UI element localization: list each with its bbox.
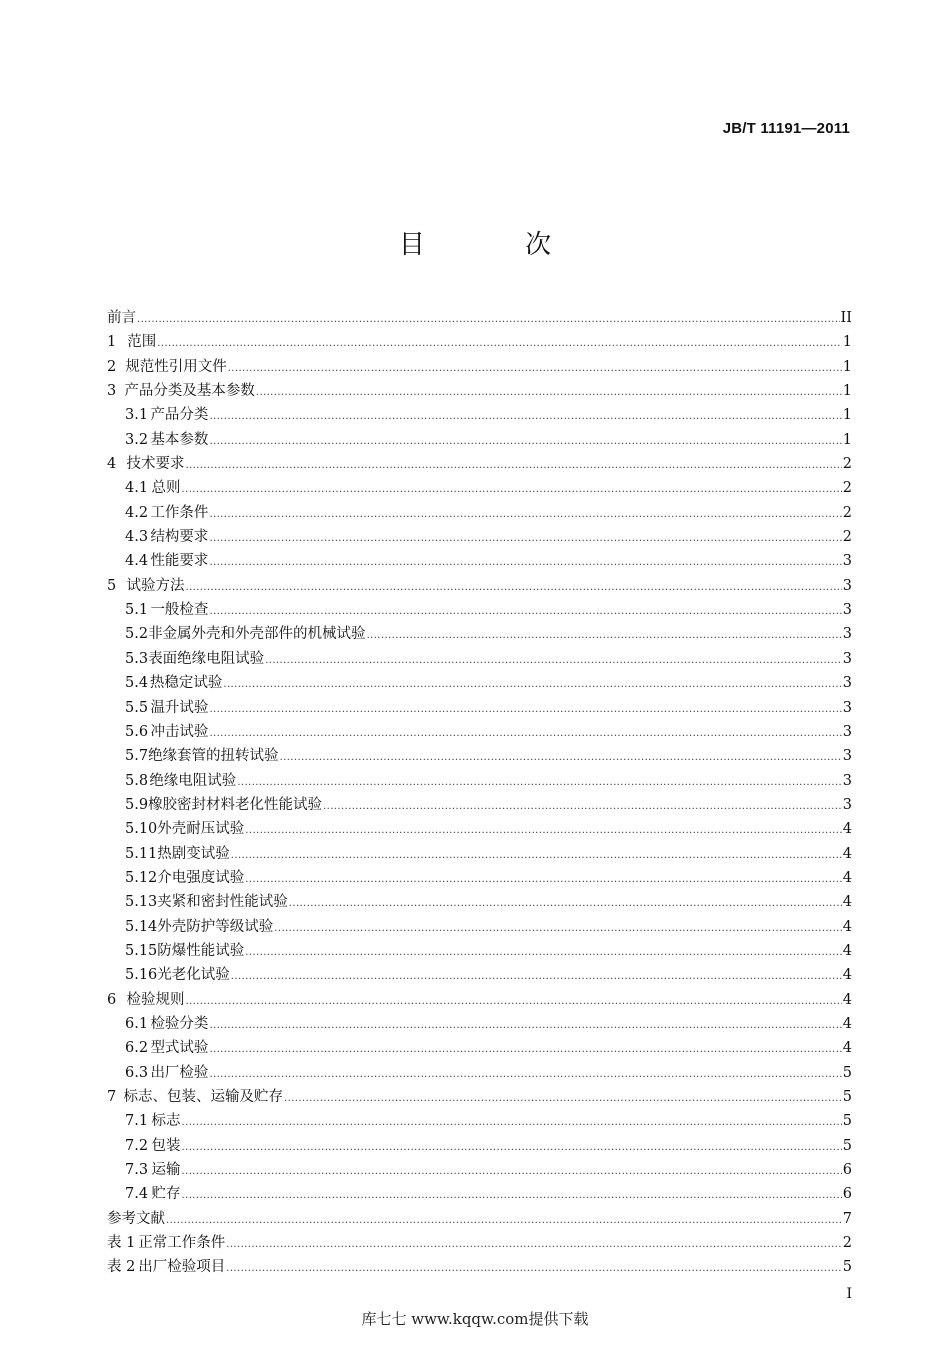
toc-entry[interactable] (107, 744, 852, 768)
toc-entry[interactable] (107, 915, 852, 939)
toc-entry-label: 基本参数 (150, 431, 209, 448)
toc-entry-page: 5 (842, 1137, 852, 1154)
toc-entry-number: 6.2 (125, 1040, 149, 1057)
toc-entry-number: 5.1 (125, 602, 149, 619)
toc-leader-dots (265, 649, 842, 673)
toc-entry-page: 2 (842, 529, 852, 546)
toc-leader-dots (223, 673, 841, 697)
toc-entry-page: 1 (842, 334, 852, 351)
toc-leader-dots (284, 1087, 842, 1111)
toc-entry[interactable] (107, 403, 852, 427)
toc-entry-label: 规范性引用文件 (125, 358, 227, 375)
toc-entry-number: 3 (107, 383, 117, 400)
toc-leader-dots (209, 600, 841, 624)
toc-entry-page: 1 (842, 383, 852, 400)
toc-entry-page: 4 (842, 894, 852, 911)
toc-entry-number: 5.3 (125, 650, 149, 667)
toc-entry-page: 5 (842, 1259, 852, 1276)
toc-entry-label: 工作条件 (150, 504, 209, 521)
toc-entry[interactable] (107, 1255, 852, 1279)
toc-entry[interactable] (107, 671, 852, 695)
toc-entry[interactable] (107, 1109, 852, 1133)
page-number: I (846, 1286, 852, 1302)
toc-entry-label: 前言 (107, 310, 136, 326)
toc-leader-dots (280, 746, 842, 770)
toc-leader-dots (166, 1209, 842, 1233)
toc-entry[interactable] (107, 1207, 852, 1231)
toc-entry-label: 防爆性能试验 (157, 942, 245, 959)
toc-entry[interactable] (107, 890, 852, 914)
toc-entry[interactable] (107, 720, 852, 744)
toc-entry[interactable] (107, 355, 852, 379)
toc-entry-page: 5 (842, 1089, 852, 1105)
toc-entry-label: 产品分类 (150, 407, 209, 424)
toc-entry-label: 试验方法 (126, 577, 185, 594)
toc-entry-label: 贮存 (151, 1186, 181, 1203)
table-of-contents (107, 306, 852, 1280)
toc-entry-page: 3 (842, 626, 852, 643)
toc-entry-label: 标志 (151, 1113, 181, 1130)
toc-entry-page: 3 (842, 796, 852, 813)
toc-leader-dots (185, 454, 841, 478)
toc-leader-dots (367, 624, 842, 648)
toc-entry[interactable] (107, 963, 852, 987)
toc-entry-number: 5.12 (125, 869, 158, 886)
toc-entry[interactable] (107, 622, 852, 646)
toc-leader-dots (182, 1184, 842, 1208)
toc-entry-number: 5.9 (125, 796, 149, 813)
toc-entry-label: 性能要求 (150, 553, 209, 570)
toc-entry-label: 冲击试验 (150, 723, 209, 740)
toc-entry-number: 7.1 (125, 1113, 149, 1130)
toc-entry[interactable] (107, 306, 852, 330)
toc-entry[interactable] (107, 769, 852, 793)
toc-entry[interactable] (107, 1012, 852, 1036)
toc-entry-number: 5.8 (125, 772, 149, 789)
toc-leader-dots (209, 1063, 841, 1087)
toc-entry[interactable] (107, 428, 852, 452)
toc-entry-page: 2 (842, 480, 852, 497)
toc-entry-label: 表面绝缘电阻试验 (148, 650, 265, 667)
toc-entry-number: 7.2 (125, 1137, 149, 1154)
toc-leader-dots (209, 722, 841, 746)
toc-leader-dots (182, 1160, 842, 1184)
toc-entry[interactable] (107, 866, 852, 890)
toc-entry[interactable] (107, 452, 852, 476)
toc-entry-label: 运输 (151, 1162, 181, 1179)
toc-leader-dots (256, 381, 842, 405)
toc-entry-number: 6.1 (125, 1015, 149, 1032)
toc-entry-number: 5.14 (125, 918, 158, 935)
toc-entry-page: 3 (842, 577, 852, 594)
toc-entry[interactable] (107, 793, 852, 817)
toc-entry-page: 6 (842, 1186, 852, 1203)
toc-entry-page: 3 (842, 772, 852, 789)
toc-entry-label: 外壳防护等级试验 (157, 918, 274, 935)
toc-entry[interactable] (107, 549, 852, 573)
toc-leader-dots (209, 405, 841, 429)
toc-entry-label: 绝缘电阻试验 (149, 772, 237, 789)
toc-entry-page: 3 (842, 699, 852, 716)
toc-leader-dots (209, 551, 841, 575)
toc-entry[interactable] (107, 1085, 852, 1109)
toc-entry-page: 4 (842, 869, 852, 886)
toc-entry-label: 正常工作条件 (138, 1235, 226, 1252)
toc-leader-dots (209, 527, 841, 551)
toc-leader-dots (182, 478, 842, 502)
toc-entry-label: 夹紧和密封性能试验 (157, 894, 288, 911)
toc-entry-number: 4.4 (125, 553, 149, 570)
toc-entry-page: 1 (842, 431, 852, 448)
toc-entry-label: 温升试验 (150, 699, 209, 716)
toc-entry-page: 3 (842, 675, 852, 692)
toc-leader-dots (231, 965, 842, 989)
toc-entry-label: 热稳定试验 (149, 675, 223, 692)
toc-entry[interactable] (107, 525, 852, 549)
toc-entry[interactable] (107, 1182, 852, 1206)
toc-entry-label: 检验规则 (126, 991, 185, 1008)
toc-entry[interactable] (107, 842, 852, 866)
toc-entry[interactable] (107, 574, 852, 598)
toc-entry-page: 3 (842, 650, 852, 667)
toc-entry-page: 3 (842, 723, 852, 740)
toc-entry-label: 出厂检验 (150, 1064, 209, 1081)
toc-leader-dots (209, 698, 841, 722)
toc-entry-number: 5.5 (125, 699, 149, 716)
toc-entry-label: 结构要求 (150, 529, 209, 546)
toc-entry-number: 6 (107, 991, 117, 1008)
toc-entry-number: 5.10 (125, 821, 158, 838)
toc-entry-number: 3.2 (125, 431, 149, 448)
toc-entry-label: 总则 (151, 480, 181, 497)
toc-entry-number: 7.3 (125, 1162, 149, 1179)
toc-entry-label: 产品分类及基本参数 (124, 383, 255, 400)
toc-leader-dots (274, 917, 841, 941)
toc-entry-number: 5.4 (125, 675, 149, 692)
toc-entry-page: 4 (842, 942, 852, 959)
toc-leader-dots (237, 771, 841, 795)
toc-entry-page: 4 (842, 1040, 852, 1057)
toc-entry-label: 介电强度试验 (157, 869, 245, 886)
toc-entry-number: 表 1 (107, 1235, 136, 1252)
toc-entry[interactable] (107, 330, 852, 354)
toc-entry[interactable] (107, 1158, 852, 1182)
toc-entry[interactable] (107, 1061, 852, 1085)
toc-entry-label: 标志、包装、运输及贮存 (123, 1089, 284, 1105)
toc-entry-number: 5.16 (125, 967, 158, 984)
toc-entry[interactable] (107, 696, 852, 720)
toc-entry[interactable] (107, 501, 852, 525)
toc-entry-label: 光老化试验 (157, 967, 230, 984)
toc-entry-label: 外壳耐压试验 (157, 821, 245, 838)
toc-entry-number: 5.6 (125, 723, 149, 740)
toc-entry-number: 6.3 (125, 1064, 149, 1081)
toc-entry-page: 4 (842, 918, 852, 935)
toc-entry-label: 非金属外壳和外壳部件的机械试验 (148, 626, 366, 643)
toc-entry-number: 4.2 (125, 504, 149, 521)
toc-entry-page: 2 (842, 1235, 852, 1252)
toc-leader-dots (226, 1233, 842, 1257)
toc-leader-dots (209, 503, 841, 527)
toc-entry-page: 3 (842, 553, 852, 570)
toc-leader-dots (228, 357, 842, 381)
toc-entry-page: 1 (842, 407, 852, 424)
toc-leader-dots (245, 868, 841, 892)
toc-entry[interactable] (107, 379, 852, 403)
toc-entry-page: 2 (842, 504, 852, 521)
toc-leader-dots (226, 1257, 842, 1281)
toc-entry[interactable] (107, 1231, 852, 1255)
toc-entry[interactable] (107, 476, 852, 500)
toc-entry-label: 技术要求 (126, 456, 185, 473)
page-title: 目 次 (398, 230, 598, 260)
toc-entry-label: 出厂检验项目 (138, 1259, 226, 1276)
toc-entry-label: 热剧变试验 (157, 845, 230, 862)
toc-entry-label: 参考文献 (107, 1210, 165, 1227)
toc-entry-number: 5 (107, 577, 117, 594)
toc-entry-label: 型式试验 (150, 1040, 209, 1057)
toc-leader-dots (209, 430, 841, 454)
toc-entry-number: 4 (107, 456, 117, 473)
toc-entry-number: 5.7 (125, 748, 149, 765)
toc-entry[interactable] (107, 1036, 852, 1060)
toc-leader-dots (157, 332, 841, 356)
toc-entry-page: 4 (842, 991, 852, 1008)
toc-entry-page: 5 (842, 1113, 852, 1130)
toc-entry[interactable] (107, 1134, 852, 1158)
toc-entry-label: 范围 (127, 334, 157, 351)
toc-leader-dots (209, 1038, 841, 1062)
toc-entry-number: 4.1 (125, 480, 149, 497)
toc-entry-page: 3 (842, 748, 852, 765)
toc-entry-number: 5.13 (125, 894, 158, 911)
toc-entry-page: 2 (842, 456, 852, 473)
toc-entry-number: 表 2 (107, 1259, 136, 1276)
toc-entry-label: 绝缘套管的扭转试验 (148, 748, 279, 765)
toc-entry-label: 检验分类 (150, 1015, 209, 1032)
toc-entry-number: 5.15 (125, 942, 158, 959)
toc-entry-page: 4 (842, 1015, 852, 1032)
toc-entry-page: 4 (842, 967, 852, 984)
toc-entry[interactable] (107, 647, 852, 671)
toc-entry-page: 3 (842, 602, 852, 619)
toc-leader-dots (245, 941, 841, 965)
toc-entry[interactable] (107, 817, 852, 841)
toc-entry-label: 一般检查 (150, 602, 209, 619)
toc-entry-label: 包装 (151, 1137, 181, 1154)
footer-watermark: 库七七 www.kqqw.com提供下载 (361, 1310, 589, 1328)
toc-entry-page: 5 (842, 1064, 852, 1081)
toc-leader-dots (245, 819, 841, 843)
toc-entry-page: 6 (842, 1162, 852, 1179)
toc-leader-dots (182, 1111, 842, 1135)
toc-entry-number: 3.1 (125, 407, 149, 424)
toc-entry-number: 2 (107, 358, 117, 375)
toc-entry[interactable] (107, 598, 852, 622)
toc-leader-dots (185, 990, 841, 1014)
toc-entry-number: 4.3 (125, 529, 149, 546)
toc-leader-dots (289, 892, 842, 916)
toc-entry-number: 7 (107, 1089, 117, 1105)
toc-entry-label: 橡胶密封材料老化性能试验 (148, 796, 323, 813)
toc-entry-page: 4 (842, 821, 852, 838)
toc-leader-dots (137, 308, 840, 332)
toc-leader-dots (185, 576, 841, 600)
toc-entry-page: 1 (842, 358, 852, 375)
toc-entry-number: 7.4 (125, 1186, 149, 1203)
toc-leader-dots (182, 1136, 842, 1160)
toc-entry-page: 4 (842, 845, 852, 862)
toc-entry[interactable] (107, 988, 852, 1012)
standard-code: JB/T 11191—2011 (722, 120, 850, 137)
toc-entry-number: 1 (107, 334, 117, 351)
toc-leader-dots (323, 795, 842, 819)
toc-leader-dots (209, 1014, 841, 1038)
toc-leader-dots (231, 844, 842, 868)
toc-entry-page: II (840, 310, 852, 326)
toc-entry-number: 5.2 (125, 626, 149, 643)
toc-entry[interactable] (107, 939, 852, 963)
toc-entry-number: 5.11 (125, 845, 158, 862)
toc-entry-page: 7 (842, 1210, 852, 1227)
